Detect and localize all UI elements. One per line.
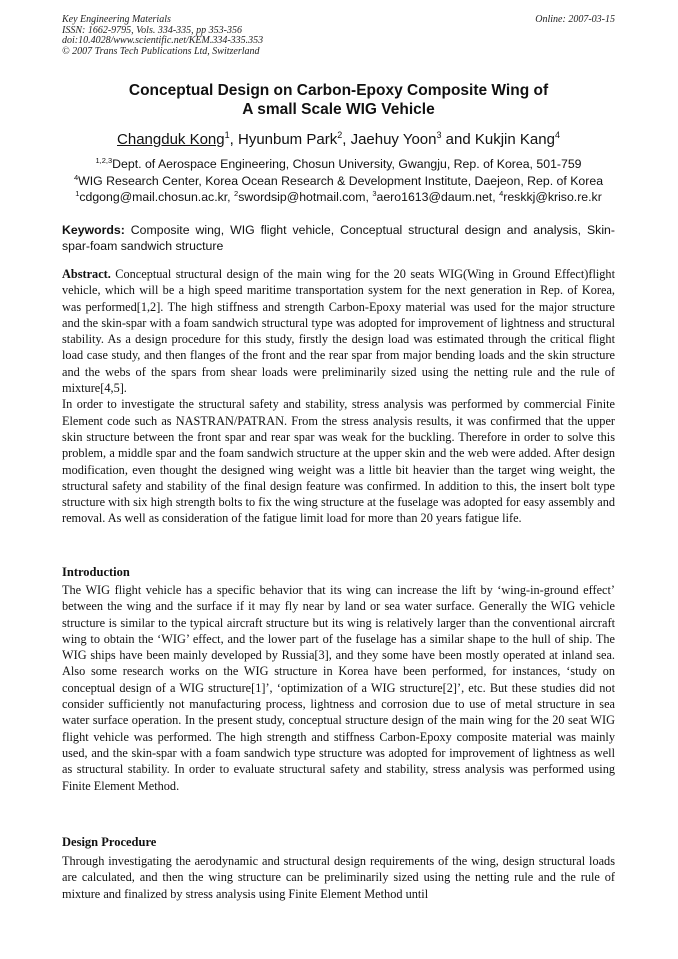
abstract-paragraph-2: In order to investigate the structural safety and stability, stress analysis was performed by commercial Finite Element code such as NASTRAN/PATRAN. From the stress analysis results, it was confirmed that the upper skin structure between the front spar and rear spar was weak for the buckling. Therefore in order to solve this problem, a middle spar and the foam sandwich structure at the upper skin and the web were added. After design modification, even thought the designed wing weight was a little bit heavier than the target wing weight, the structural safety and stability of the final design feature was confirmed. In addition to this, the insert bolt type structure with six high strength bolts to fix the wing structure at the fuselage was adopted for easy assembly and removal. As well as consideration of the fatigue limit load for more than 20 years fatigue life. <box>62 397 615 526</box>
affiliations <box>62 156 615 206</box>
design-procedure-text: Through investigating the aerodynamic and structural design requirements of the wing, design structural loads are calculated, and then the wing structure can be preliminarily sized using the netting rule and the rule of mixture and finalized by stress analysis using Finite Element Method until <box>62 854 615 901</box>
author-sep-1: , <box>229 131 238 148</box>
doi-line[interactable]: doi:10.4028/www.scientific.net/KEM.334-335.353 <box>62 35 264 46</box>
affiliation-1-mark: 1,2,3 <box>95 155 113 165</box>
email-3[interactable]: aero1613@daum.net, <box>376 190 500 204</box>
copyright-line: © 2007 Trans Tech Publications Ltd, Switzerland <box>62 45 260 57</box>
author-sep-2: , <box>342 131 351 148</box>
author-4-mark: 4 <box>554 130 560 140</box>
affiliation-2-text: WIG Research Center, Korea Ocean Research & Development Institute, Daejeon, Rep. of Korea <box>78 173 604 188</box>
author-2: Hyunbum Park <box>237 131 338 148</box>
email-4-mark: 4 <box>499 188 504 198</box>
author-1: Changduk Kong <box>117 131 225 148</box>
title-line-1: Conceptual Design on Carbon-Epoxy Composite Wing of <box>128 82 549 99</box>
online-date: Online: 2007-03-15 <box>535 14 615 25</box>
affiliation-2-mark: 4 <box>73 172 79 182</box>
journal-header <box>62 15 615 57</box>
introduction-text: The WIG flight vehicle has a specific behavior that its wing can increase the lift by ‘wing-in-ground effect’ between the wing and the surface if it may fly near by land or sea water surface. Generally the WIG vehicle structure is similar to the typical aircraft structure but its wing is relatively larger than the conventional aircraft wing to obtain the ‘WIG’ effect, and the lower part of the fuselage has a similar shape to the hull of ship. The WIG ships have been mainly developed by Russia[3], and they some have been mostly operated at inland sea. Also some research works on the WIG structure in Korea have been performed, for instances, ‘study on conceptual design of a WIG structure[1]’, ‘optimization of a WIG structure[2]’, etc. But these studies did not consider sufficiently not manufacturing process, lightness and corrosion due to use of metal structure in sea water surface operation. In the present study, conceptual structure design of the main wing for the 20 seat WIG flight vehicle was performed. The high strength and stiffness Carbon-Epoxy composite material was mainly used, and the skin-spar with a foam sandwich type structure was adopted for improvement of lightness as well as structural stability. In order to evaluate structural safety and stability, stress analysis was performed using Finite Element Method. <box>62 583 615 793</box>
affiliation-1 <box>62 156 615 173</box>
abstract <box>62 266 615 527</box>
author-list <box>62 131 615 149</box>
author-3-mark: 3 <box>436 130 442 140</box>
introduction-heading: Introduction <box>62 565 130 579</box>
paper-title <box>62 81 615 119</box>
email-1-mark: 1 <box>75 188 80 198</box>
email-4[interactable]: reskkj@kriso.re.kr <box>503 190 602 204</box>
journal-name: Key Engineering Materials <box>62 14 171 25</box>
author-sep-3: and <box>441 131 475 148</box>
title-line-2: A small Scale WIG Vehicle <box>242 101 435 118</box>
abstract-text-1: Conceptual structural design of the main wing for the 20 seats WIG(Wing in Ground Effect)flight vehicle, which will be a high speed maritime transportation system for the next generation in Rep. of Korea, was performed[1,2]. The high stiffness and strength Carbon-Epoxy material was used for the major structure and the skin-spar with a foam sandwich structural type was adopted for improvement of lightness and structural stability. As a design procedure for this study, firstly the design load was estimated through the critical flight load case study, and then flanges of the front and the rear spar from major bending loads and the skin structure and the webs of the spars from shear loads were preliminarily sized using the netting rule and the rule of mixture[4,5]. <box>62 267 615 396</box>
email-2-mark: 2 <box>234 188 239 198</box>
affiliation-2 <box>62 173 615 190</box>
keywords-text: Composite wing, WIG flight vehicle, Conceptual structural design and analysis, Skin-spar-foam sandwich structure <box>62 223 615 253</box>
affiliation-1-text: Dept. of Aerospace Engineering, Chosun University, Gwangju, Rep. of Korea, 501-759 <box>112 157 582 171</box>
issn-line: ISSN: 1662-9795, Vols. 334-335, pp 353-356 <box>62 24 242 36</box>
keywords-label: Keywords: <box>62 223 125 237</box>
author-4: Kukjin Kang <box>474 131 555 148</box>
email-3-mark: 3 <box>372 188 377 198</box>
abstract-label: Abstract. <box>62 267 111 281</box>
email-2[interactable]: swordsip@hotmail.com, <box>238 190 373 204</box>
email-1[interactable]: cdgong@mail.chosun.ac.kr, <box>79 190 235 204</box>
keywords <box>62 222 615 254</box>
author-2-mark: 2 <box>337 130 343 140</box>
email-line <box>62 189 615 206</box>
design-procedure-heading: Design Procedure <box>62 835 157 849</box>
author-1-mark: 1 <box>224 130 230 140</box>
author-3: Jaehuy Yoon <box>350 131 437 148</box>
abstract-paragraph-1 <box>62 266 615 396</box>
